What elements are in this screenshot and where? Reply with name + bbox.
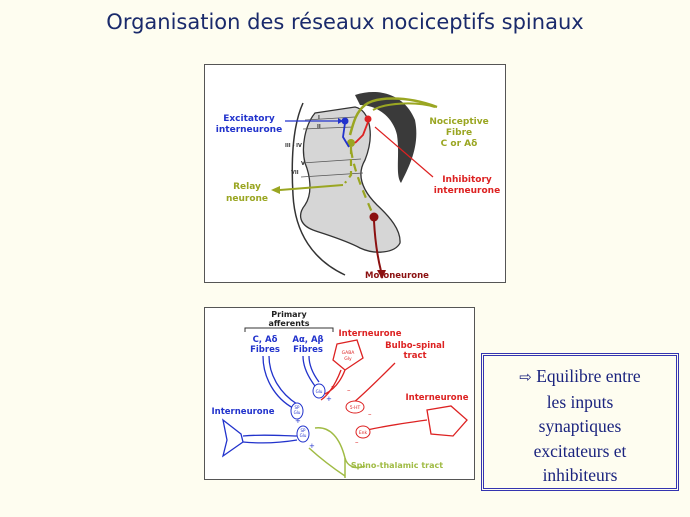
a-fibres-label: Fibres <box>293 345 323 355</box>
svg-text:SP: SP <box>300 428 306 433</box>
interneurone-left-label: Interneurone <box>211 407 275 417</box>
c-fibre-axon <box>263 356 293 408</box>
c-fibres-label: C, Aδ <box>252 335 278 345</box>
c-fibres-label: Fibres <box>250 345 280 355</box>
bulbo-spinal-label: tract <box>403 351 427 361</box>
svg-text:Glu: Glu <box>299 433 307 438</box>
glu-label: Glu <box>315 389 323 394</box>
interneurone-right-label: Interneurone <box>405 393 469 403</box>
lamina-label: III - IV <box>285 143 302 149</box>
summary-line-5: inhibiteurs <box>542 465 618 485</box>
svg-text:–: – <box>331 382 335 390</box>
svg-text:–: – <box>355 438 359 446</box>
lamina-label: II <box>317 124 321 130</box>
bulbo-spinal-tract <box>353 363 395 403</box>
sp-glu-label: SP <box>294 405 300 410</box>
summary-box <box>481 353 679 491</box>
lamina-label: V <box>301 161 305 167</box>
motoneurone-label: Motoneurone <box>365 271 429 281</box>
excitatory-label: interneurone <box>215 125 283 135</box>
gaba-label: Gly <box>344 357 352 362</box>
enk-label: Enk <box>358 431 368 436</box>
svg-text:+: + <box>326 395 332 403</box>
sp-glu-label: Glu <box>293 410 301 415</box>
primary-afferents-label: afferents <box>268 319 310 328</box>
relay-label: Relay <box>233 182 261 192</box>
5ht-label: 5-HT <box>349 406 361 411</box>
nociceptive-label: Nociceptive <box>429 117 489 127</box>
inhibitory-interneurone-soma <box>365 116 372 123</box>
lamina-label: I <box>318 115 320 121</box>
relay-label: neurone <box>225 194 269 204</box>
interneurone-right-soma <box>427 406 467 436</box>
summary-line-3: synaptiques <box>538 416 622 436</box>
inhibitory-label: Inhibitory <box>442 175 492 185</box>
interneurone-top-label: Interneurone <box>338 329 402 339</box>
svg-text:+: + <box>309 442 315 450</box>
svg-text:–: – <box>368 410 372 418</box>
summary-line-1: ⇨ Equilibre entre <box>519 366 641 386</box>
a-fibres-label: Aα, Aβ <box>292 335 324 345</box>
summary-line-4: excitateurs et <box>533 440 627 461</box>
primary-afferents-label: Primary <box>271 310 307 319</box>
svg-text:+: + <box>295 417 301 425</box>
circuit-diagram <box>204 307 475 480</box>
nociceptive-label: C or Aδ <box>440 139 478 149</box>
nociceptive-label: Fibre <box>445 128 473 138</box>
spino-thalamic-label: Spino-thalamic tract <box>350 461 444 470</box>
lamina-label: VII <box>291 170 299 176</box>
gaba-label: GABA <box>341 351 355 356</box>
bulbo-spinal-label: Bulbo-spinal <box>385 341 445 351</box>
circuit-svg <box>205 308 474 479</box>
spinal-cord-diagram <box>204 64 506 283</box>
svg-text:–: – <box>347 386 351 394</box>
arrow-right-icon: ⇨ <box>519 368 532 386</box>
excitatory-label: Excitatory <box>223 114 275 124</box>
interneurone-left-soma <box>223 420 243 456</box>
slide-title: Organisation des réseaux nociceptifs spinaux <box>106 10 584 34</box>
motoneurone-soma <box>370 213 379 222</box>
inhibitory-label: interneurone <box>433 186 501 196</box>
summary-line-2: les inputs <box>546 391 614 412</box>
spinal-cord-svg <box>205 65 505 282</box>
